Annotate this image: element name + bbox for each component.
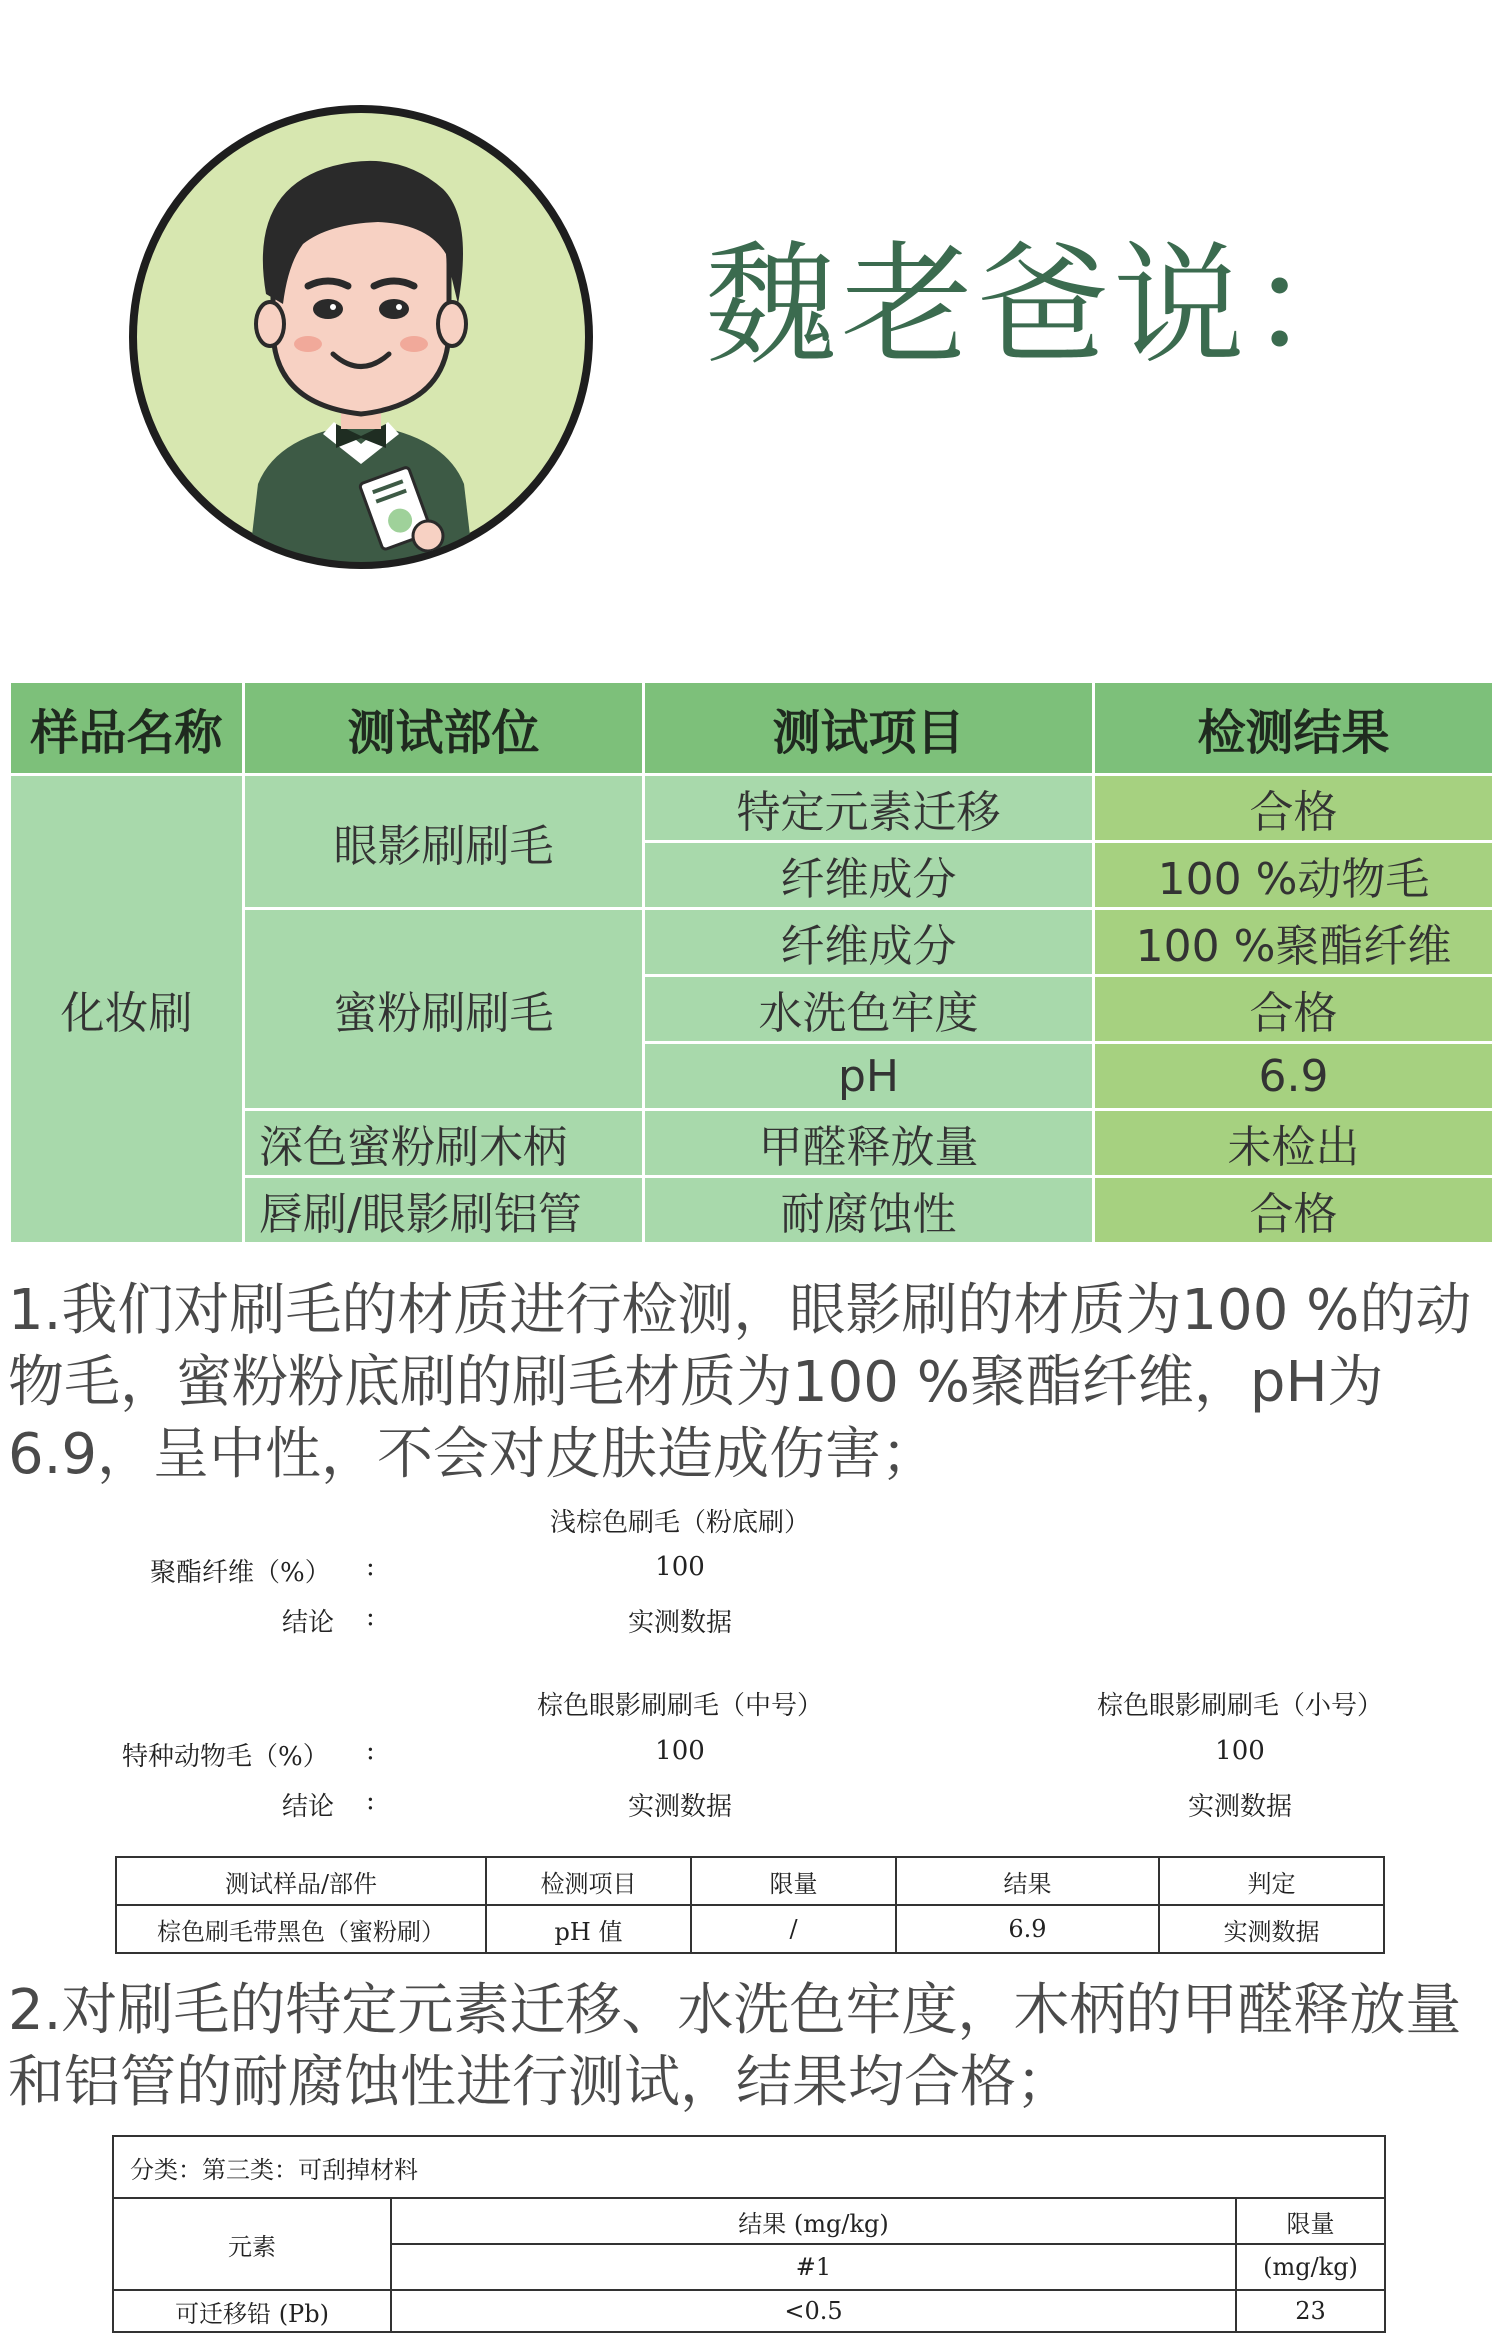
result-cell: 6.9 <box>1094 1043 1494 1110</box>
paragraph-2: 2.对刷毛的特定元素迁移、水洗色牢度，木柄的甲醛释放量和铝管的耐腐蚀性进行测试，结果均合格； <box>8 1978 1462 2115</box>
table-cell: 6.9 <box>896 1905 1159 1953</box>
report2-row2-value-1: 实测数据 <box>627 1792 732 1822</box>
result-cell: 100 %聚酯纤维 <box>1094 909 1494 976</box>
table-row <box>113 2290 1385 2332</box>
table-cell: <0.5 <box>391 2290 1236 2332</box>
report2-col2-title: 棕色眼影刷刷毛（小号） <box>1096 1691 1383 1721</box>
table-cell: / <box>691 1905 896 1953</box>
limit-header: 限量 <box>1236 2198 1385 2244</box>
result-cell: 合格 <box>1094 976 1494 1043</box>
header-test-result: 检测结果 <box>1094 682 1494 775</box>
report2-colon: : <box>366 1786 375 1816</box>
table-cell: 实测数据 <box>1159 1905 1384 1953</box>
limit-unit: (mg/kg) <box>1236 2244 1385 2290</box>
report1-row2-value: 实测数据 <box>627 1608 732 1638</box>
item-cell: 特定元素迁移 <box>644 775 1094 842</box>
table-cell: 可迁移铅 (Pb) <box>113 2290 391 2332</box>
report1-row1-value: 100 <box>655 1552 705 1582</box>
page-title: 魏老爸说： <box>705 229 1385 383</box>
report2-row1-label: 特种动物毛（%） <box>122 1742 329 1772</box>
report1-sample-title: 浅棕色刷毛（粉底刷） <box>549 1508 810 1538</box>
element-migration-table <box>112 2135 1386 2333</box>
item-cell: pH <box>644 1043 1094 1110</box>
test-summary-table <box>8 680 1495 1245</box>
table-header-row <box>116 1857 1384 1905</box>
result-cell: 100 %动物毛 <box>1094 842 1494 909</box>
report2-col1-title: 棕色眼影刷刷毛（中号） <box>536 1691 823 1721</box>
header-sample-name: 样品名称 <box>10 682 244 775</box>
result-cell: 未检出 <box>1094 1110 1494 1177</box>
header-cell: 结果 <box>896 1857 1159 1905</box>
table-cell: pH 值 <box>486 1905 691 1953</box>
item-cell: 甲醛释放量 <box>644 1110 1094 1177</box>
item-cell: 纤维成分 <box>644 909 1094 976</box>
paragraph-1: 1.我们对刷毛的材质进行检测，眼影刷的材质为100 %的动物毛，蜜粉粉底刷的刷毛材质为100 %聚酯纤维，pH为6.9，呈中性，不会对皮肤造成伤害； <box>8 1278 1472 1487</box>
category-cell: 分类：第三类：可刮掉材料 <box>113 2136 1385 2198</box>
table-row <box>10 775 1494 842</box>
ph-test-table <box>115 1856 1385 1954</box>
report2-row2-label: 结论 <box>282 1792 335 1822</box>
table-cell: 棕色刷毛带黑色（蜜粉刷） <box>116 1905 486 1953</box>
report2-colon: : <box>366 1736 375 1766</box>
report1-row2-label: 结论 <box>282 1608 335 1638</box>
item-cell: 纤维成分 <box>644 842 1094 909</box>
report2-row1-value-1: 100 <box>655 1736 705 1766</box>
header-cell: 判定 <box>1159 1857 1384 1905</box>
result-cell: 合格 <box>1094 775 1494 842</box>
element-header: 元素 <box>113 2198 391 2290</box>
part-cell: 唇刷/眼影刷铝管 <box>244 1177 644 1244</box>
report2-row2-value-2: 实测数据 <box>1187 1792 1292 1822</box>
header-cell: 测试样品/部件 <box>116 1857 486 1905</box>
item-cell: 耐腐蚀性 <box>644 1177 1094 1244</box>
report1-colon: : <box>366 1602 375 1632</box>
table-row <box>116 1905 1384 1953</box>
table-cell: 23 <box>1236 2290 1385 2332</box>
part-cell: 眼影刷刷毛 <box>244 775 644 909</box>
header-cell: 限量 <box>691 1857 896 1905</box>
part-cell: 蜜粉刷刷毛 <box>244 909 644 1110</box>
result-header: 结果 (mg/kg) <box>391 2198 1236 2244</box>
table-header-row <box>10 682 1494 775</box>
part-cell: 深色蜜粉刷木柄 <box>244 1110 644 1177</box>
sample-header: #1 <box>391 2244 1236 2290</box>
report1-colon: : <box>366 1552 375 1582</box>
sample-name-cell: 化妆刷 <box>10 775 244 1244</box>
report2-row1-value-2: 100 <box>1215 1736 1265 1766</box>
category-row <box>113 2136 1385 2198</box>
header-test-item: 测试项目 <box>644 682 1094 775</box>
item-cell: 水洗色牢度 <box>644 976 1094 1043</box>
table-header-row <box>113 2198 1385 2244</box>
result-cell: 合格 <box>1094 1177 1494 1244</box>
header-test-part: 测试部位 <box>244 682 644 775</box>
header-cell: 检测项目 <box>486 1857 691 1905</box>
report1-row1-label: 聚酯纤维（%） <box>150 1558 331 1588</box>
avatar-illustration <box>128 104 594 570</box>
